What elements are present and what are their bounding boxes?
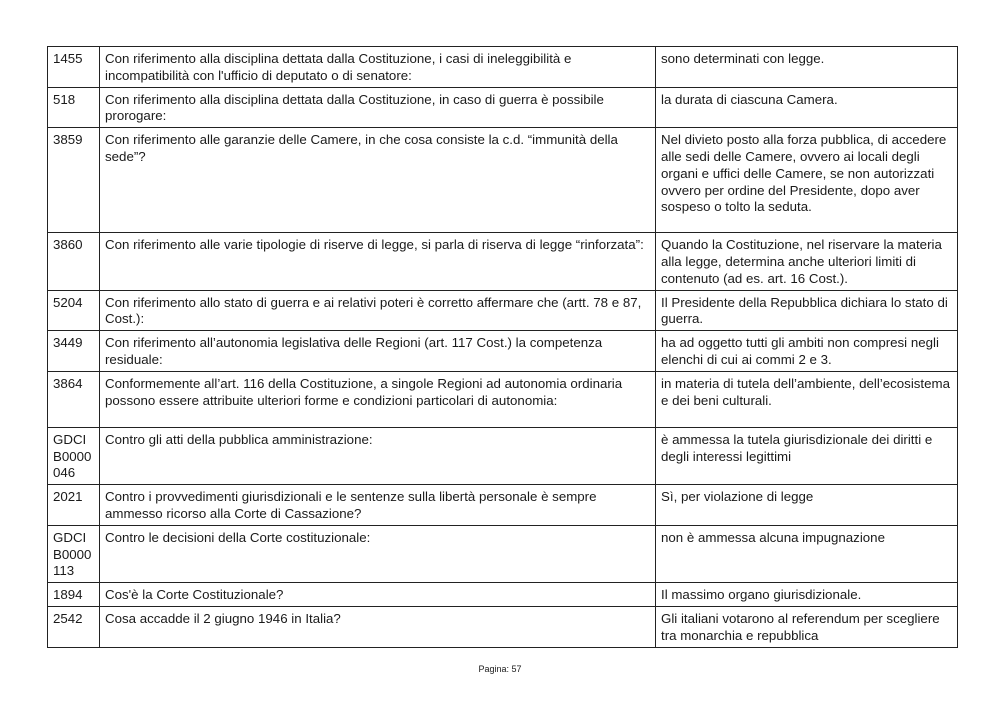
row-question: Con riferimento alla disciplina dettata dalla Costituzione, i casi di ineleggibilità e incompatibilità con l'ufficio di deputato o di senatore:	[100, 47, 656, 88]
row-id: 3864	[48, 371, 100, 427]
row-question: Contro gli atti della pubblica amministrazione:	[100, 427, 656, 484]
table-row	[48, 47, 958, 88]
row-id: 3449	[48, 331, 100, 372]
row-question: Con riferimento allo stato di guerra e ai relativi poteri è corretto affermare che (artt. 78 e 87, Cost.):	[100, 290, 656, 331]
table-row	[48, 427, 958, 484]
table-row	[48, 371, 958, 427]
row-answer: Sì, per violazione di legge	[656, 485, 958, 526]
row-id: 2542	[48, 606, 100, 647]
table-row	[48, 583, 958, 607]
row-question: Cosa accadde il 2 giugno 1946 in Italia?	[100, 606, 656, 647]
row-question: Con riferimento alle garanzie delle Camere, in che cosa consiste la c.d. “immunità della sede”?	[100, 128, 656, 233]
row-answer: Gli italiani votarono al referendum per scegliere tra monarchia e repubblica	[656, 606, 958, 647]
row-id: 3860	[48, 233, 100, 290]
row-question: Con riferimento alla disciplina dettata dalla Costituzione, in caso di guerra è possibile prorogare:	[100, 87, 656, 128]
row-answer: non è ammessa alcuna impugnazione	[656, 525, 958, 582]
row-id: 1894	[48, 583, 100, 607]
row-answer: Nel divieto posto alla forza pubblica, di accedere alle sedi delle Camere, ovvero ai locali degli organi e uffici delle Camere, se non autorizzati ovvero per ordine del Presidente, dopo aver sospeso o tolto la seduta.	[656, 128, 958, 233]
table-row	[48, 128, 958, 233]
row-question: Contro i provvedimenti giurisdizionali e le sentenze sulla libertà personale è sempre ammesso ricorso alla Corte di Cassazione?	[100, 485, 656, 526]
row-answer: Il Presidente della Repubblica dichiara lo stato di guerra.	[656, 290, 958, 331]
row-id: 518	[48, 87, 100, 128]
row-question: Con riferimento all’autonomia legislativa delle Regioni (art. 117 Cost.) la competenza residuale:	[100, 331, 656, 372]
row-question: Cos'è la Corte Costituzionale?	[100, 583, 656, 607]
row-id: 2021	[48, 485, 100, 526]
qa-table	[47, 46, 958, 648]
row-answer: Il massimo organo giurisdizionale.	[656, 583, 958, 607]
row-id: 5204	[48, 290, 100, 331]
row-id: 1455	[48, 47, 100, 88]
row-id: GDCIB0000046	[48, 427, 100, 484]
row-question: Con riferimento alle varie tipologie di riserve di legge, si parla di riserva di legge “rinforzata”:	[100, 233, 656, 290]
table-row	[48, 485, 958, 526]
row-answer: Quando la Costituzione, nel riservare la materia alla legge, determina anche ulteriori limiti di contenuto (ad es. art. 16 Cost.).	[656, 233, 958, 290]
row-id: GDCIB0000113	[48, 525, 100, 582]
row-answer: ha ad oggetto tutti gli ambiti non compresi negli elenchi di cui ai commi 2 e 3.	[656, 331, 958, 372]
table-row	[48, 606, 958, 647]
page-number: Pagina: 57	[478, 664, 522, 674]
row-answer: la durata di ciascuna Camera.	[656, 87, 958, 128]
row-question: Conformemente all’art. 116 della Costituzione, a singole Regioni ad autonomia ordinaria possono essere attribuite ulteriori forme e condizioni particolari di autonomia:	[100, 371, 656, 427]
table-row	[48, 525, 958, 582]
row-answer: è ammessa la tutela giurisdizionale dei diritti e degli interessi legittimi	[656, 427, 958, 484]
table-row	[48, 233, 958, 290]
row-question: Contro le decisioni della Corte costituzionale:	[100, 525, 656, 582]
row-answer: in materia di tutela dell’ambiente, dell’ecosistema e dei beni culturali.	[656, 371, 958, 427]
row-id: 3859	[48, 128, 100, 233]
row-answer: sono determinati con legge.	[656, 47, 958, 88]
table-row	[48, 290, 958, 331]
qa-table-body	[48, 47, 958, 648]
table-row	[48, 331, 958, 372]
table-row	[48, 87, 958, 128]
